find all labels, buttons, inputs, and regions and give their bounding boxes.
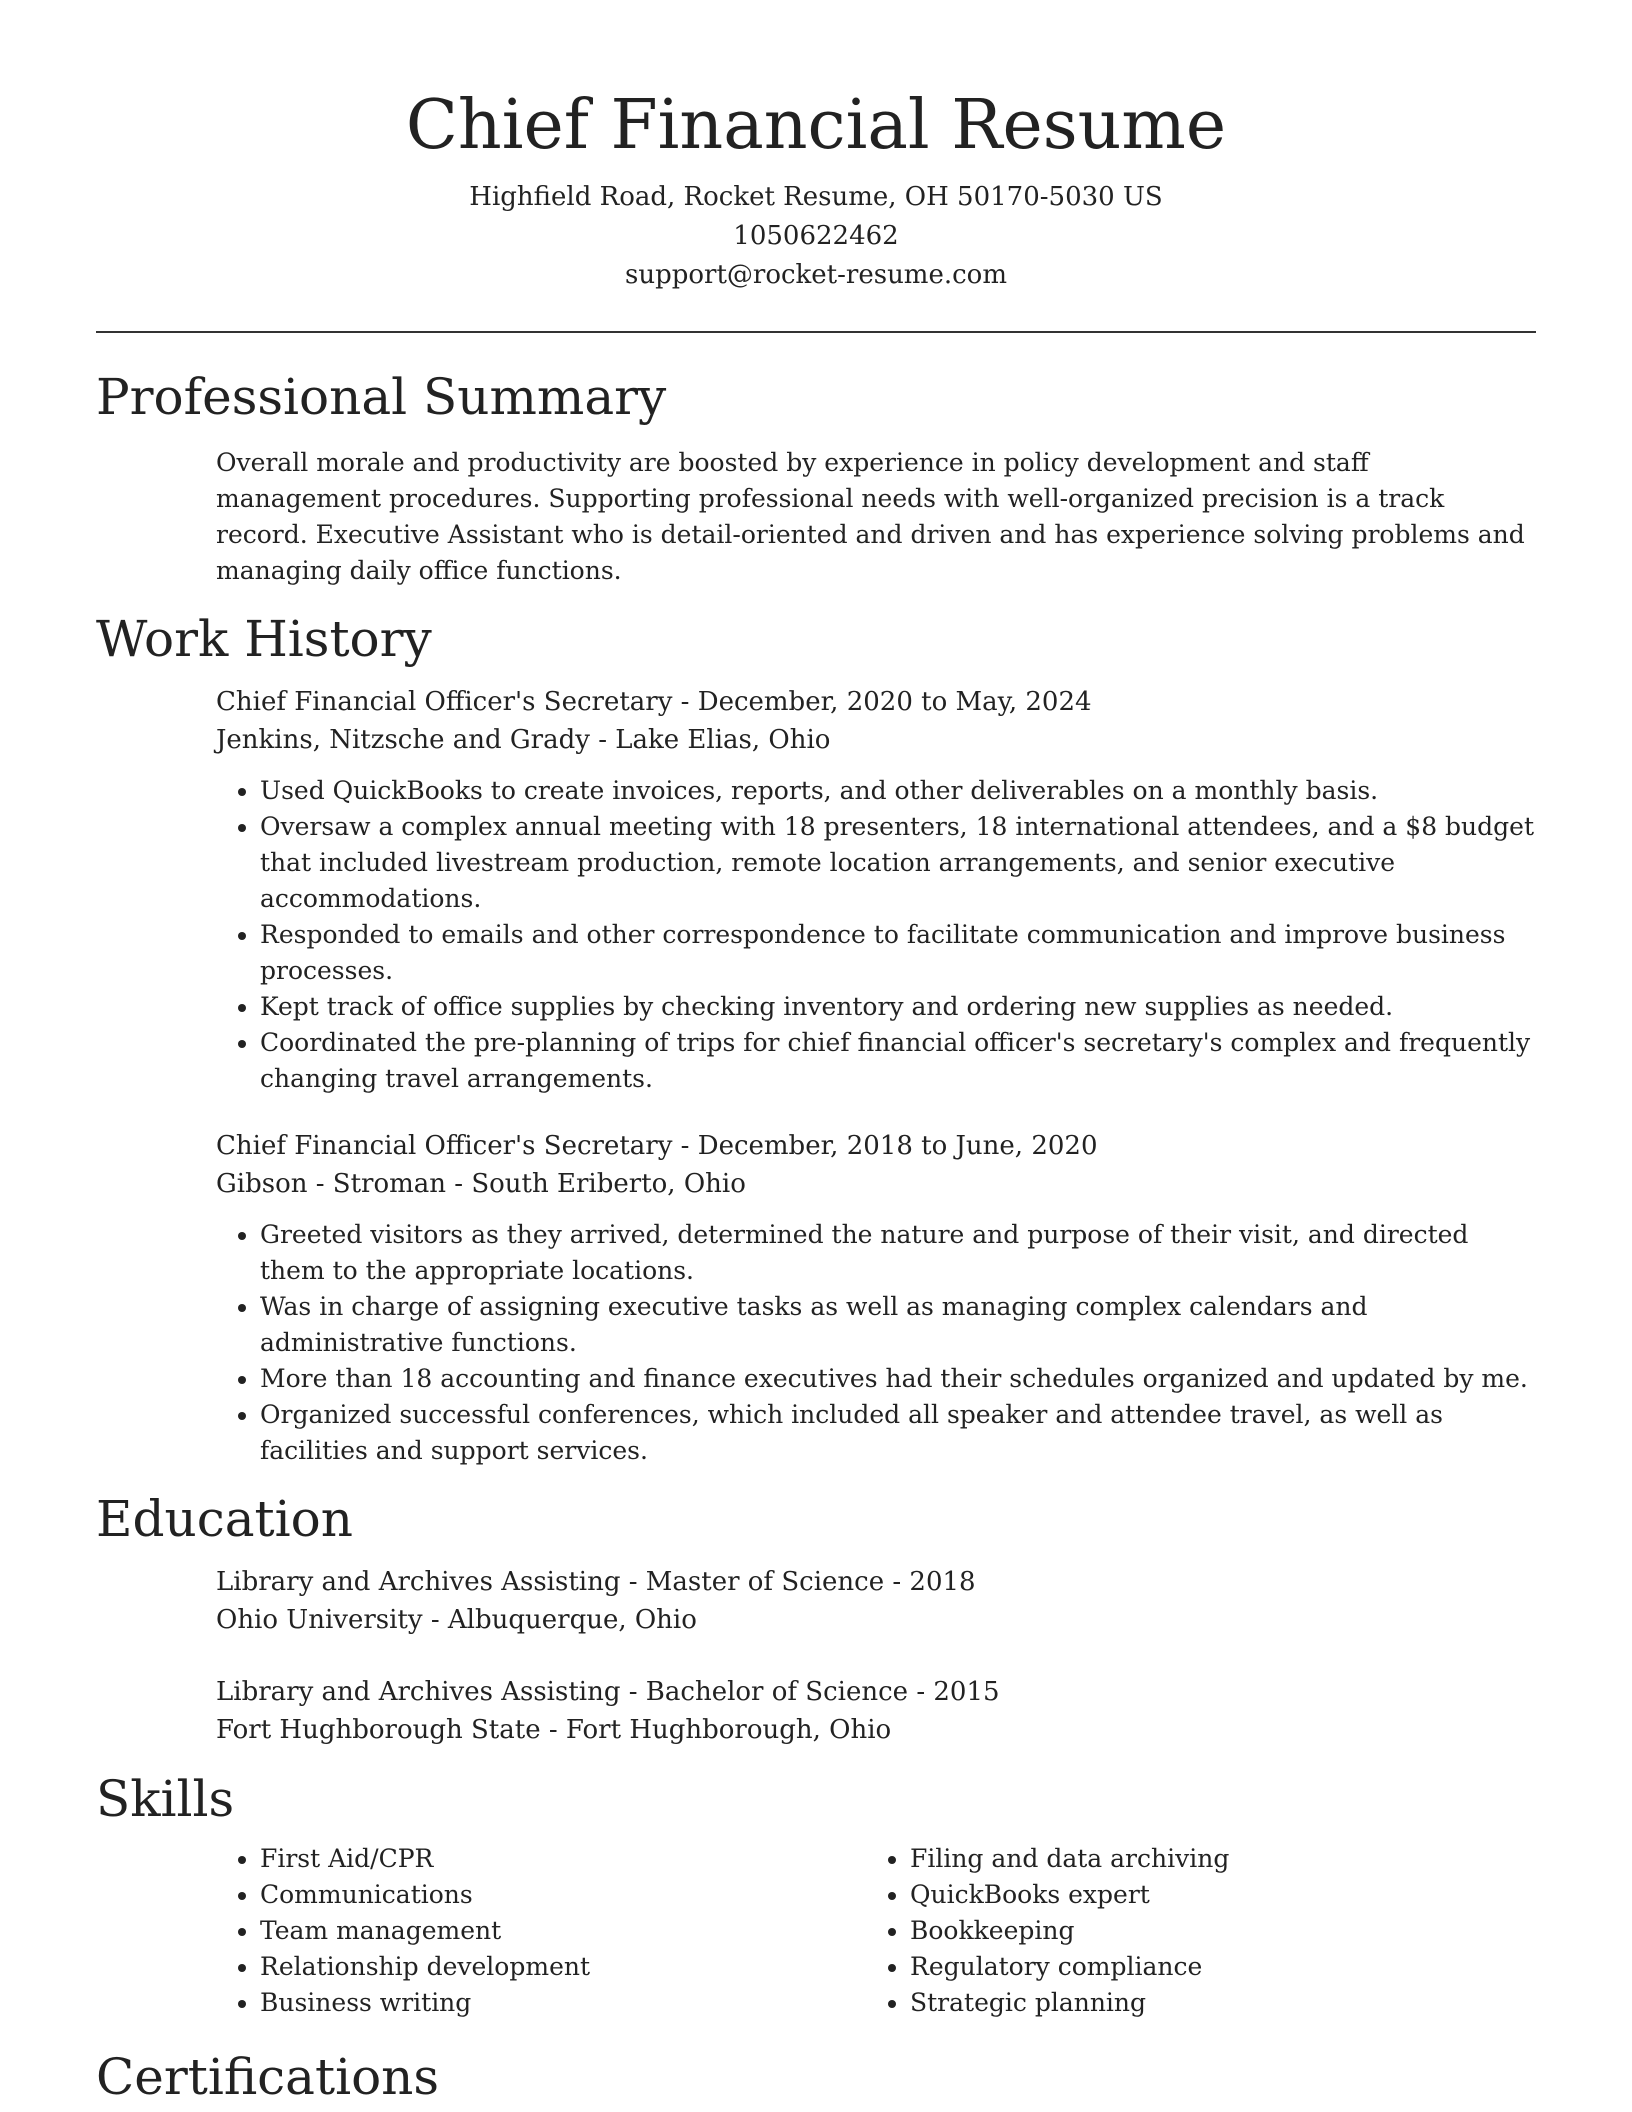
skills-grid <box>216 1841 1536 2021</box>
skills-column-left <box>216 1841 866 2021</box>
job-headline: Chief Financial Officer's Secretary - December, 2020 to May, 2024 <box>216 687 1092 717</box>
job-bullets <box>216 1217 1536 1469</box>
education-degree: Library and Archives Assisting - Master of Science - 2018 <box>216 1567 976 1597</box>
education-degree: Library and Archives Assisting - Bachelor of Science - 2015 <box>216 1677 1000 1707</box>
job-entry <box>216 1127 1536 1469</box>
skills-list-right <box>866 1841 1516 2021</box>
resume-header <box>96 0 1536 295</box>
job-headline: Chief Financial Officer's Secretary - December, 2018 to June, 2020 <box>216 1131 1098 1161</box>
list-item: • Coordinated the pre-planning of trips for chief financial officer's secretary's complex and frequently changing travel arrangements. <box>260 1025 1536 1097</box>
section-certifications <box>96 2047 1536 2107</box>
section-title-summary: Professional Summary <box>96 368 667 426</box>
education-school: Fort Hughborough State - Fort Hughborough, Ohio <box>216 1715 892 1745</box>
section-work-history <box>96 609 1536 1469</box>
contact-phone: 1050622462 <box>733 221 899 251</box>
job-company: Jenkins, Nitzsche and Grady - Lake Elias, Ohio <box>216 725 831 755</box>
list-item: • Communications <box>260 1877 866 1913</box>
section-title-education: Education <box>96 1490 353 1548</box>
list-item: • Was in charge of assigning executive tasks as well as managing complex calendars and administrative functions. <box>260 1289 1536 1361</box>
education-school: Ohio University - Albuquerque, Ohio <box>216 1605 697 1635</box>
section-title-skills: Skills <box>96 1770 235 1828</box>
section-title-certifications: Certifications <box>96 2048 440 2106</box>
skills-column-right <box>866 1841 1516 2021</box>
list-item: • Oversaw a complex annual meeting with 18 presenters, 18 international attendees, and a $8 budget that included livestream production, remote location arrangements, and senior executive accommodations. <box>260 809 1536 917</box>
job-company: Gibson - Stroman - South Eriberto, Ohio <box>216 1169 746 1199</box>
list-item: • Greeted visitors as they arrived, determined the nature and purpose of their visit, and directed them to the appropriate locations. <box>260 1217 1536 1289</box>
header-divider <box>96 331 1536 333</box>
education-entry <box>216 1563 1536 1639</box>
summary-body <box>216 445 1536 589</box>
list-item: • Strategic planning <box>910 1985 1516 2021</box>
section-summary <box>96 367 1536 589</box>
list-item: • Business writing <box>260 1985 866 2021</box>
job-entry <box>216 683 1536 1097</box>
list-item: • More than 18 accounting and finance executives had their schedules organized and updated by me. <box>260 1361 1536 1397</box>
list-item: • Organized successful conferences, which included all speaker and attendee travel, as well as facilities and support services. <box>260 1397 1536 1469</box>
section-skills <box>96 1769 1536 2021</box>
section-education <box>96 1489 1536 1749</box>
contact-address: Highfield Road, Rocket Resume, OH 50170-5030 US <box>469 182 1163 212</box>
job-bullets <box>216 773 1536 1097</box>
list-item: • QuickBooks expert <box>910 1877 1516 1913</box>
section-title-work: Work History <box>96 610 432 668</box>
list-item: • Team management <box>260 1913 866 1949</box>
list-item: • Used QuickBooks to create invoices, reports, and other deliverables on a monthly basis. <box>260 773 1536 809</box>
list-item: • Bookkeeping <box>910 1913 1516 1949</box>
list-item: • First Aid/CPR <box>260 1841 866 1877</box>
list-item: • Relationship development <box>260 1949 866 1985</box>
list-item: • Regulatory compliance <box>910 1949 1516 1985</box>
list-item: • Filing and data archiving <box>910 1841 1516 1877</box>
skills-list-left <box>216 1841 866 2021</box>
contact-email: support@rocket-resume.com <box>624 260 1007 290</box>
resume-name: Chief Financial Resume <box>405 86 1227 165</box>
summary-text: Overall morale and productivity are boosted by experience in policy development and staff management procedures. Supporting professional needs with well-organized precision is a track record. Executive Assistant who is detail-oriented and driven and has experience solving problems and managing daily office functions. <box>216 448 1525 585</box>
resume-page <box>96 0 1536 2107</box>
list-item: • Kept track of office supplies by checking inventory and ordering new supplies as needed. <box>260 989 1536 1025</box>
list-item: • Responded to emails and other correspondence to facilitate communication and improve business processes. <box>260 917 1536 989</box>
education-entry <box>216 1673 1536 1749</box>
